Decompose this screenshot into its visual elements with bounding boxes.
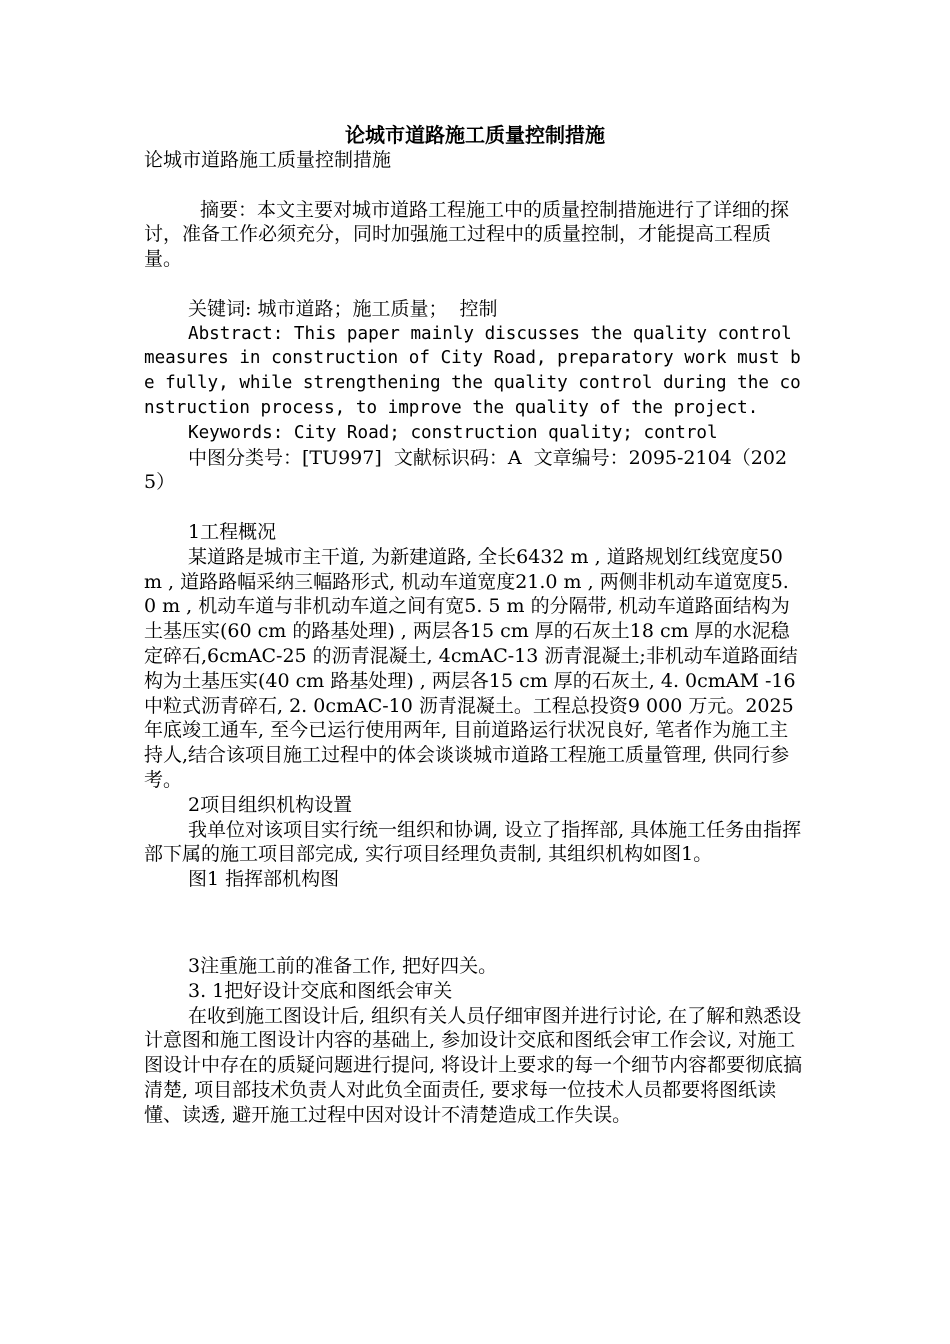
document-title: 论城市道路施工质量控制措施 [345, 123, 605, 147]
keywords-english: Keywords: City Road; construction quality; control [188, 422, 718, 443]
abstract-english: Abstract: This paper mainly discusses the quality control measures in construction of City Road, preparatory work must be fully, while strengthening the quality control during the construction process, to improve the quality of the project. [144, 323, 803, 418]
keywords-chinese: 关键词: 城市道路；施工质量； 控制 [188, 297, 498, 320]
section-1-body: 某道路是城市主干道, 为新建道路, 全长6432 m , 道路规划红线宽度50 m , 道路路幅采纳三幅路形式, 机动车道宽度21.0 m , 两侧非机动车道宽度5. 0 m , 机动车道与非机动车道之间有宽5. 5 m 的分隔带, 机动车道路面结构为土基压实(60 cm 的路基处理) , 两层各15 cm 厚的石灰土18 cm 厚的水泥稳定碎石,6cmAC-25 的沥青混凝土, 4cmAC-13 沥青混凝土;非机动车道路面结构为土基压实(40 cm 路基处理) , 两层各15 cm 厚的石灰土, 4. 0cmAM -16 中粒式沥青碎石, 2. 0cmAC-10 沥青混凝土。工程总投资9 000 万元。2025 年底竣工通车, 至今已运行使用两年, 目前道路运行状况良好, 笔者作为施工主持人,结合该项目施工过程中的体会谈谈城市道路工程施工质量管理, 供同行参考。 [144, 545, 802, 791]
figure-placeholder-spacer [144, 892, 806, 954]
section-2-heading: 2项目组织机构设置 [188, 793, 353, 816]
section-2-body: 我单位对该项目实行统一组织和协调, 设立了指挥部, 具体施工任务由指挥部下属的施工项目部完成, 实行项目经理负责制, 其组织机构如图1。 [144, 818, 802, 866]
abstract-chinese: 摘要：本文主要对城市道路工程施工中的质量控制措施进行了详细的探讨，准备工作必须充分，同时加强施工过程中的质量控制，才能提高工程质量。 [144, 198, 790, 271]
spacer [144, 272, 806, 297]
spacer [144, 173, 806, 198]
section-1-heading: 1工程概况 [188, 520, 277, 543]
spacer [144, 495, 806, 520]
document-subtitle: 论城市道路施工质量控制措施 [144, 149, 392, 171]
section-3-1-heading: 3. 1把好设计交底和图纸会审关 [188, 979, 453, 1002]
document-content [144, 122, 806, 1127]
section-3-1-body: 在收到施工图设计后, 组织有关人员仔细审图并进行讨论, 在了解和熟悉设计意图和施工图设计内容的基础上, 参加设计交底和图纸会审工作会议, 对施工图设计中存在的质疑问题进行提问, 将设计上要求的每一个细节内容都要彻底搞清楚, 项目部技术负责人对此负全面责任, 要求每一位技术人员都要将图纸读懂、读透, 避开施工过程中因对设计不清楚造成工作失误。 [144, 1004, 803, 1126]
classification-info: 中图分类号：[TU997] 文献标识码：A 文章编号：2095-2104（2025） [144, 446, 788, 494]
figure-1-caption: 图1 指挥部机构图 [188, 868, 340, 891]
section-3-heading: 3注重施工前的准备工作, 把好四关。 [188, 954, 498, 977]
